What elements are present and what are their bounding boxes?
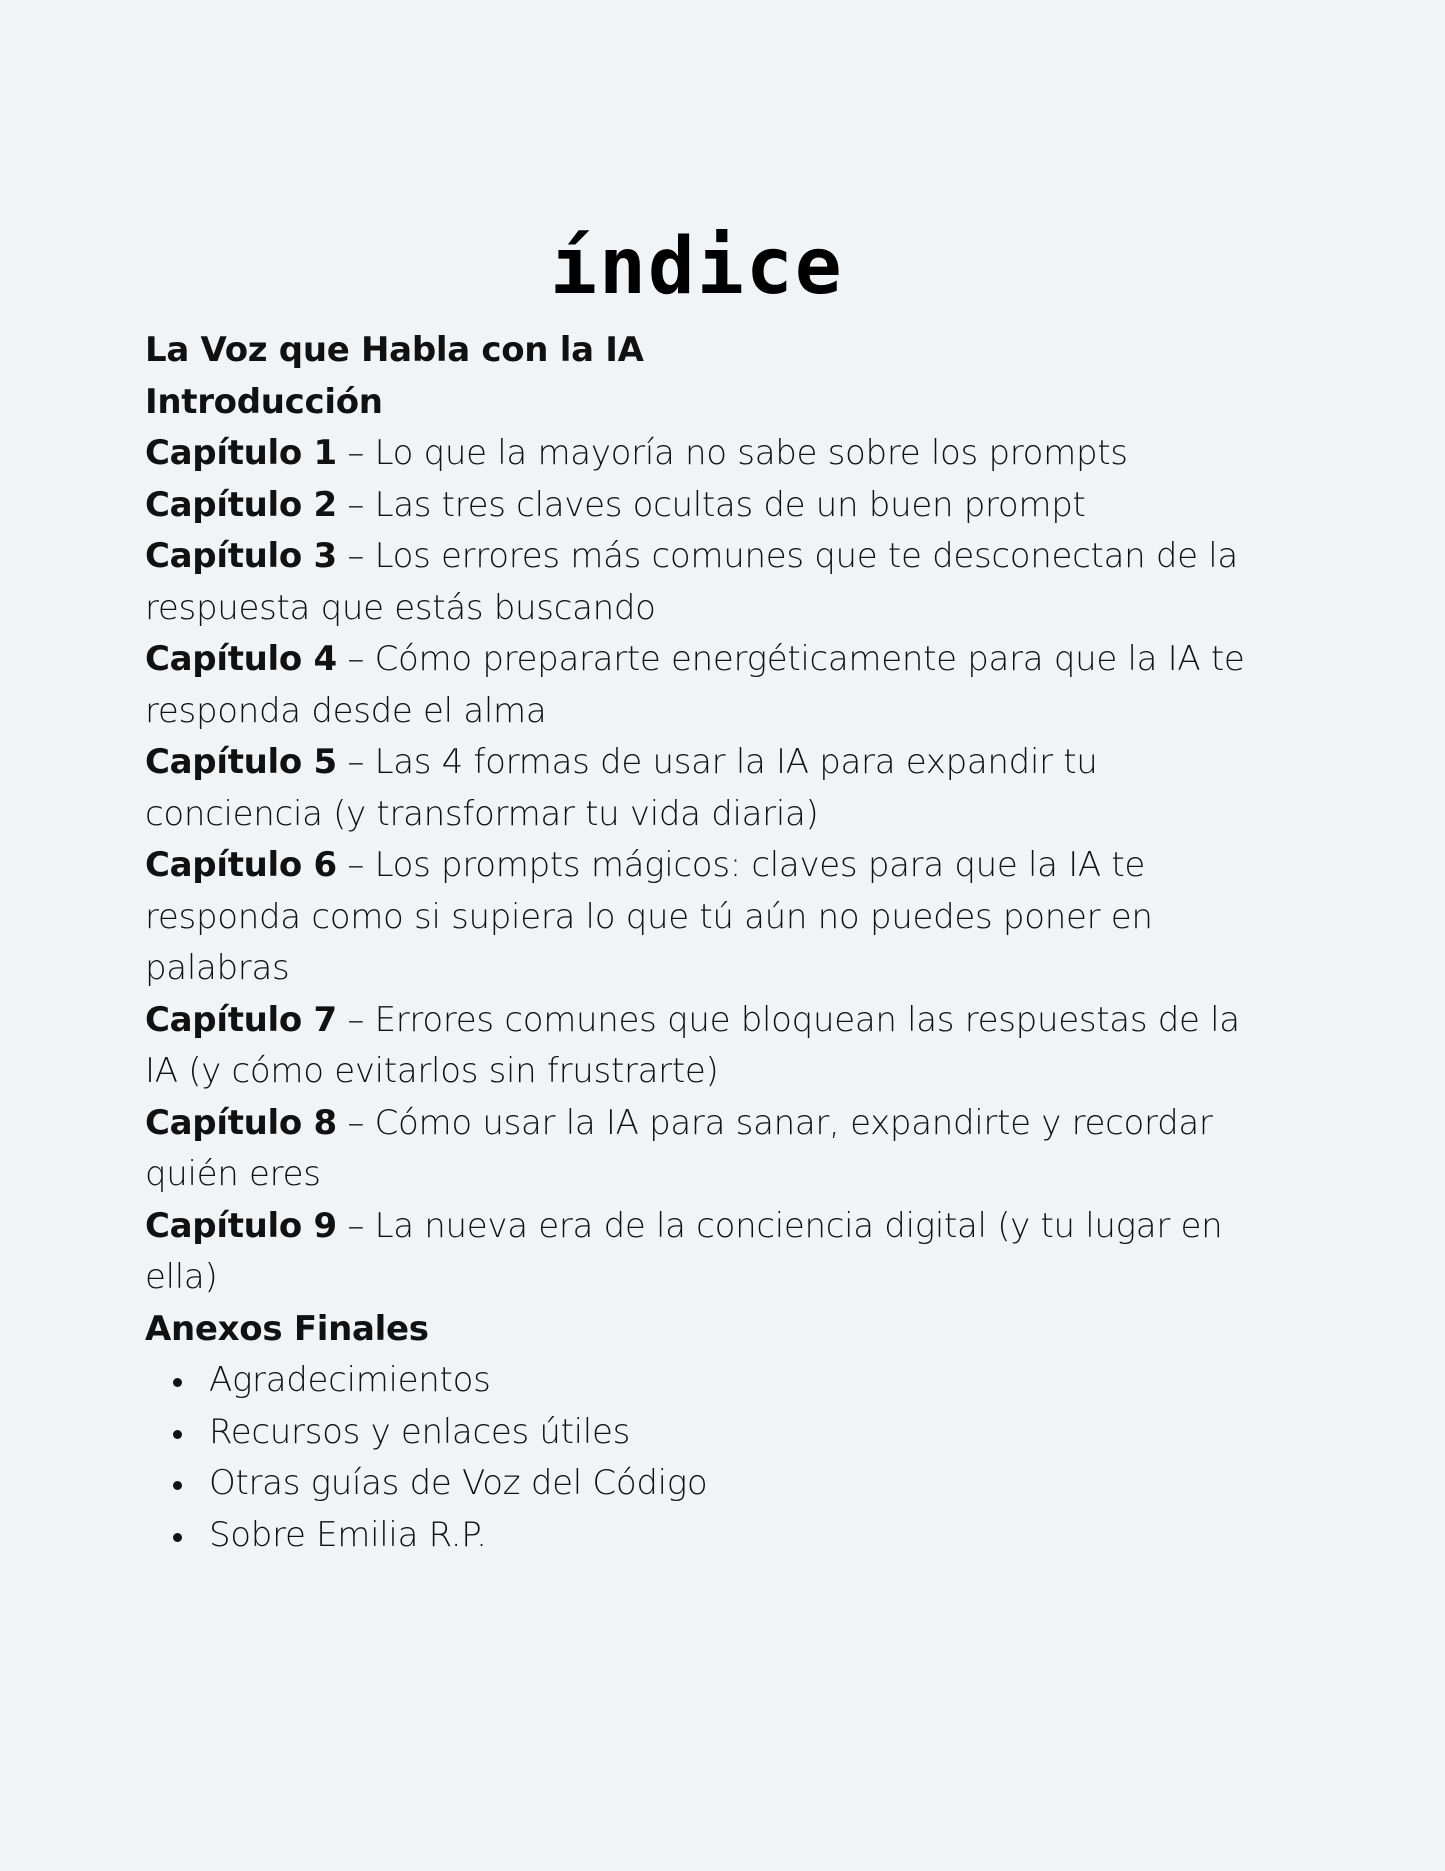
- chapter-label: Capítulo 9: [145, 1205, 337, 1246]
- toc-item-chapter-9: [145, 1201, 1270, 1304]
- toc-item-chapter-4: [145, 634, 1270, 737]
- chapter-label: Capítulo 3: [145, 536, 337, 576]
- annex-item-label: Recursos y enlaces útiles: [209, 1411, 630, 1452]
- toc-item-chapter-1: [145, 428, 1270, 480]
- chapter-label: Capítulo 1: [145, 433, 337, 473]
- chapter-label: Capítulo 4: [145, 639, 337, 679]
- toc-item-chapter-6: [145, 840, 1270, 995]
- toc-item-chapter-8: [145, 1098, 1270, 1201]
- chapter-title: – Las 4 formas de usar la IA para expandir tu conciencia (y transformar tu vida diaria): [145, 742, 1098, 834]
- toc-item-introduction: Introducción: [145, 381, 383, 422]
- chapter-title: – La nueva era de la conciencia digital (y tu lugar en ella): [145, 1205, 1223, 1297]
- annex-item-label: Otras guías de Voz del Código: [209, 1463, 708, 1503]
- toc-item-chapter-2: [145, 480, 1270, 532]
- bullet-icon: [173, 1533, 182, 1542]
- chapter-label: Capítulo 6: [145, 845, 337, 885]
- annex-list: [145, 1355, 1270, 1561]
- chapter-title: – Errores comunes que bloquean las respuestas de la IA (y cómo evitarlos sin frustrarte): [145, 999, 1240, 1091]
- chapter-label: Capítulo 7: [145, 999, 337, 1040]
- chapter-label: Capítulo 8: [145, 1102, 337, 1143]
- book-title: La Voz que Habla con la IA: [145, 330, 644, 370]
- toc-item-chapter-3: [145, 531, 1270, 634]
- chapter-title: – Lo que la mayoría no sabe sobre los prompts: [336, 433, 1128, 473]
- chapter-title: – Los prompts mágicos: claves para que la IA te responda como si supiera lo que tú aún no puedes poner en palabras: [145, 845, 1153, 988]
- bullet-icon: [173, 1430, 182, 1439]
- chapter-label: Capítulo 5: [145, 742, 337, 782]
- annex-item: [173, 1510, 1270, 1562]
- annex-item: [173, 1458, 1270, 1510]
- toc-item-chapter-5: [145, 737, 1270, 840]
- bullet-icon: [173, 1378, 182, 1387]
- table-of-contents: [145, 325, 1270, 1561]
- annex-item: [173, 1355, 1270, 1407]
- chapter-title: – Cómo usar la IA para sanar, expandirte y recordar quién eres: [145, 1102, 1213, 1194]
- bullet-icon: [173, 1481, 182, 1490]
- chapter-title: – Cómo prepararte energéticamente para que la IA te responda desde el alma: [145, 639, 1245, 731]
- toc-item-chapter-7: [145, 995, 1270, 1098]
- chapter-title: – Las tres claves ocultas de un buen prompt: [336, 484, 1086, 525]
- annex-heading: Anexos Finales: [145, 1308, 429, 1349]
- chapter-label: Capítulo 2: [145, 484, 337, 525]
- chapter-title: – Los errores más comunes que te desconectan de la respuesta que estás buscando: [145, 536, 1238, 628]
- annex-item: [173, 1407, 1270, 1459]
- page-title: índice: [550, 222, 844, 312]
- annex-item-label: Sobre Emilia R.P.: [209, 1514, 487, 1555]
- annex-item-label: Agradecimientos: [209, 1360, 491, 1400]
